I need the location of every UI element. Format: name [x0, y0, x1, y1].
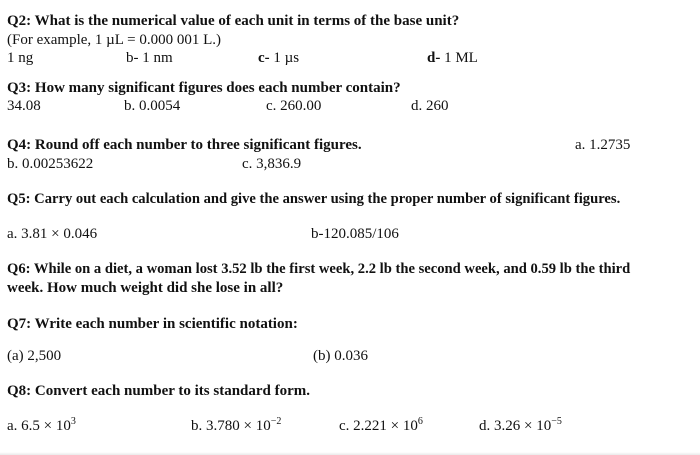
- q3-option-d: d. 260: [411, 98, 449, 114]
- q2-title: Q2: What is the numerical value of each unit in terms of the base unit?: [7, 13, 460, 29]
- q2-option-d-value: 1 ML: [440, 50, 478, 66]
- q7-title: Q7: Write each number in scientific notation:: [7, 316, 298, 332]
- q8-option-b: [191, 417, 281, 435]
- q4-option-c: c. 3,836.9: [242, 156, 302, 172]
- q7-option-a: (a) 2,500: [7, 348, 62, 364]
- q8-option-d: [479, 417, 562, 435]
- q8-option-a-exponent: 3: [70, 416, 76, 427]
- q6-line-2: week. How much weight did she lose in all?: [7, 280, 284, 296]
- q3-option-a: 34.08: [7, 98, 41, 114]
- q2-option-d-label: d-: [427, 50, 441, 66]
- q4-title: Q4: Round off each number to three significant figures.: [7, 137, 362, 153]
- q7-option-b: (b) 0.036: [313, 348, 368, 364]
- q2-option-c: [258, 49, 299, 67]
- q8-option-d-base: d. 3.26 × 10: [479, 418, 552, 434]
- q2-option-c-label: c-: [258, 50, 270, 66]
- q3-option-c: c. 260.00: [266, 98, 322, 114]
- q5-option-a: a. 3.81 × 0.046: [7, 226, 98, 242]
- q4-option-a: a. 1.2735: [575, 137, 631, 153]
- q8-option-b-base: b. 3.780 × 10: [191, 418, 271, 434]
- q3-title: Q3: How many significant figures does each number contain?: [7, 80, 401, 96]
- q8-option-d-exponent: −5: [551, 416, 562, 427]
- q8-option-c-exponent: 6: [417, 416, 423, 427]
- q2-option-c-value: 1 µs: [269, 50, 300, 66]
- q2-option-b: b- 1 nm: [126, 50, 173, 66]
- q8-title: Q8: Convert each number to its standard form.: [7, 383, 311, 399]
- q5-title: Q5: Carry out each calculation and give the answer using the proper number of significant figures.: [7, 191, 621, 207]
- q8-option-c: [339, 417, 423, 435]
- q8-option-c-base: c. 2.221 × 10: [339, 418, 418, 434]
- q6-line-1: Q6: While on a diet, a woman lost 3.52 lb the first week, 2.2 lb the second week, and 0.59 lb the third: [7, 261, 631, 277]
- q3-option-b: b. 0.0054: [124, 98, 181, 114]
- q5-option-b: b-120.085/106: [311, 226, 399, 242]
- q2-option-d: [427, 49, 478, 67]
- q8-option-b-exponent: −2: [270, 416, 282, 427]
- q8-option-a-base: a. 6.5 × 10: [7, 418, 71, 434]
- q4-option-b: b. 0.00253622: [7, 156, 94, 172]
- q8-option-a: [7, 417, 76, 435]
- q2-option-a: 1 ng: [7, 50, 34, 66]
- q2-example: (For example, 1 µL = 0.000 001 L.): [7, 32, 222, 48]
